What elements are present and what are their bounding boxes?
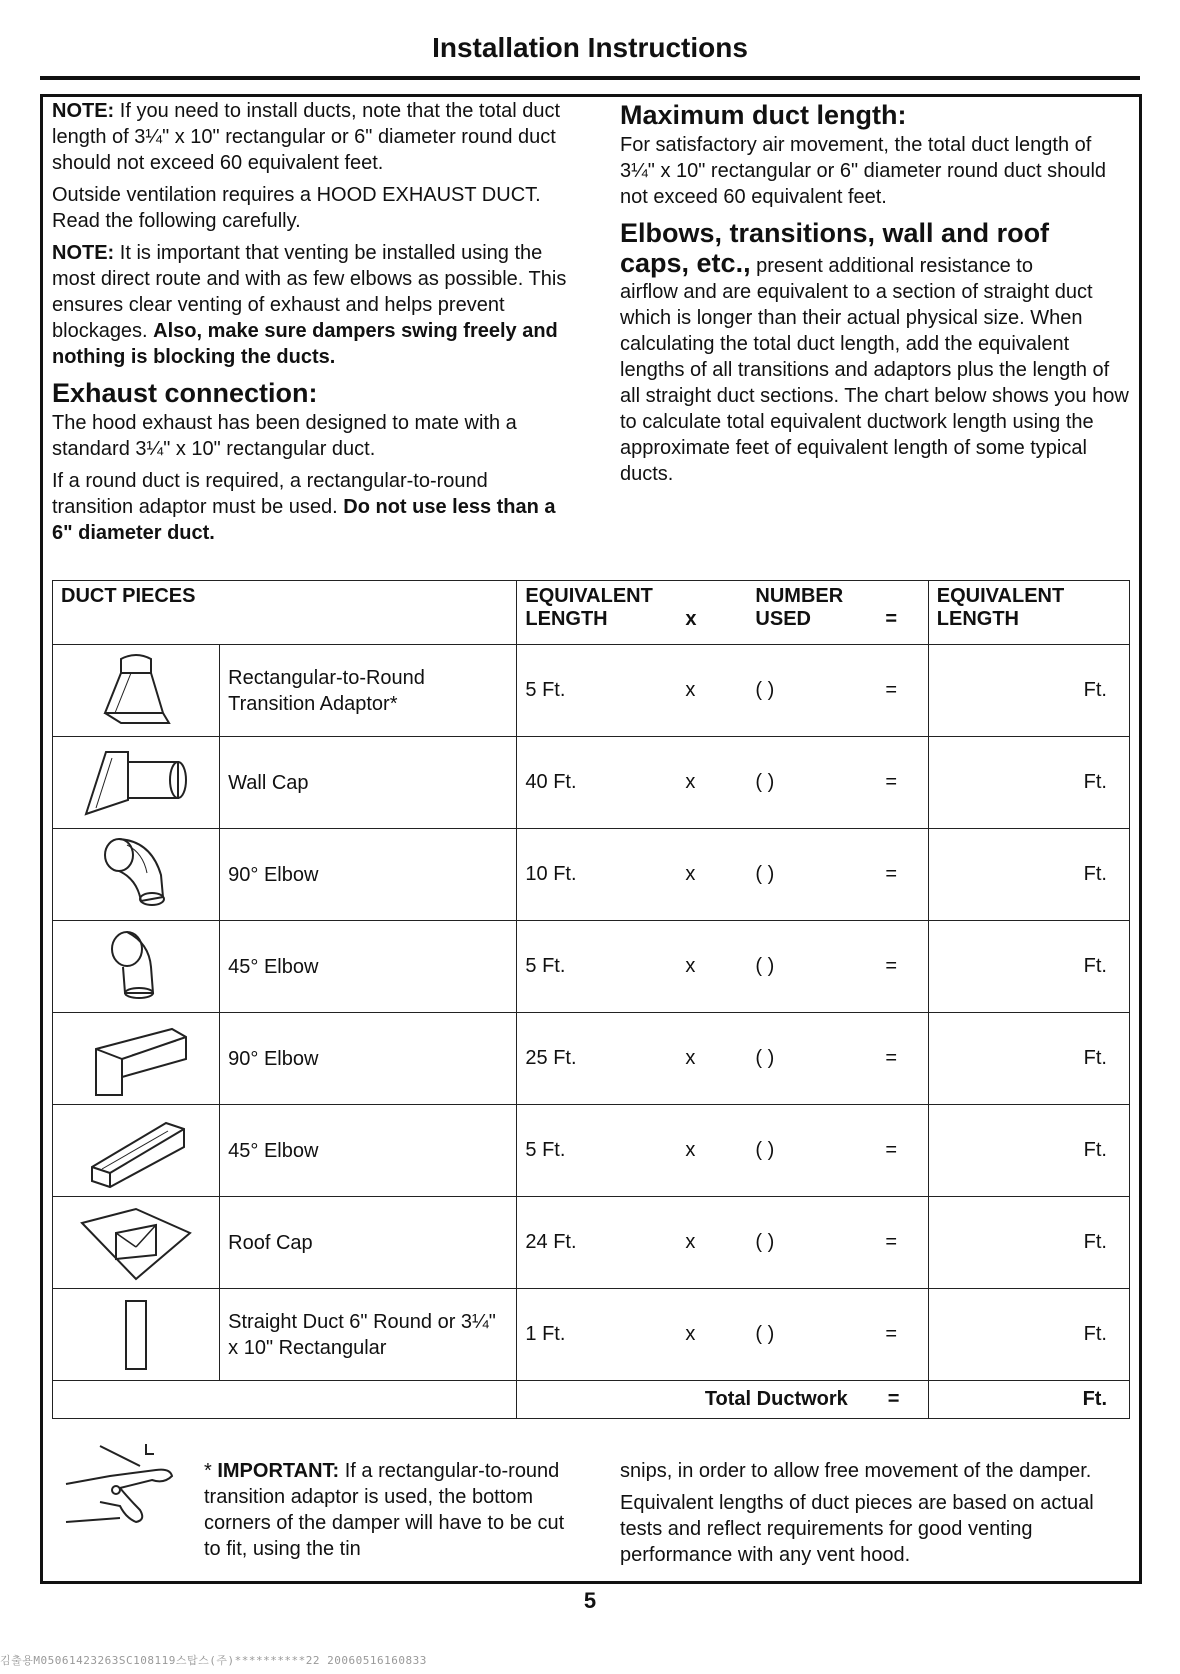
row-result[interactable]: Ft. xyxy=(928,1197,1129,1289)
row-equals: = xyxy=(885,863,898,885)
row-used[interactable]: ( ) xyxy=(755,1047,775,1069)
total-equals: = xyxy=(887,1388,900,1410)
row-equals: = xyxy=(885,1231,898,1253)
row-length: 5 Ft. xyxy=(525,679,566,701)
exhaust-heading: Exhaust connection: xyxy=(52,378,318,408)
elbows-heading-cont: caps, etc., xyxy=(620,248,751,278)
note-label: NOTE: xyxy=(52,100,115,122)
table-row xyxy=(53,829,1130,921)
elbows-text-b: airflow and are equivalent to a section of straight duct which is longer than their actual physical size. When calculating the total duct length, add the equivalent lengths of all transitions and adaptors plus the length of all straight duct sections. The chart below shows you how to calculate total equivalent ductwork length using the approximate feet of equivalent length of some typical ducts. xyxy=(620,281,1129,485)
title-rule xyxy=(40,76,1140,80)
row-x: x xyxy=(685,679,696,701)
row-desc: Rectangular-to-Round Transition Adaptor* xyxy=(220,645,517,737)
row-equals: = xyxy=(885,1047,898,1069)
note-label: NOTE: xyxy=(52,242,115,264)
row-x: x xyxy=(685,1047,696,1069)
header-x: x xyxy=(685,608,697,630)
elbows-heading: Elbows, transitions, wall and roof xyxy=(620,218,1050,248)
bottom-right-text-2: Equivalent lengths of duct pieces are based on actual tests and reflect requirements for good venting performance with any vent hood. xyxy=(620,1492,1094,1566)
row-length: 40 Ft. xyxy=(525,771,577,793)
header-used: USED xyxy=(755,608,811,630)
important-star: * xyxy=(204,1460,218,1482)
row-equals: = xyxy=(885,1139,898,1161)
row-desc: 45° Elbow xyxy=(220,921,517,1013)
table-header xyxy=(53,581,1130,645)
header-duct-pieces: DUCT PIECES xyxy=(53,581,517,645)
elbow-90-rect-icon xyxy=(53,1013,220,1105)
row-desc: 90° Elbow xyxy=(220,829,517,921)
header-equals: = xyxy=(885,608,898,630)
row-length: 10 Ft. xyxy=(525,863,577,885)
row-equals: = xyxy=(885,679,898,701)
outside-ventilation-text: Outside ventilation requires a HOOD EXHAUST DUCT. Read the following carefully. xyxy=(52,184,541,232)
note-2 xyxy=(52,240,572,370)
row-length: 5 Ft. xyxy=(525,1139,566,1161)
row-desc: Roof Cap xyxy=(220,1197,517,1289)
header-calc xyxy=(517,581,928,645)
important-label: IMPORTANT: xyxy=(217,1460,340,1482)
important-text: If a rectangular-to-round transition adaptor is used, the bottom corners of the damper will have to be cut to fit, using the tin xyxy=(204,1460,565,1560)
row-used[interactable]: ( ) xyxy=(755,863,775,885)
row-result[interactable]: Ft. xyxy=(928,645,1129,737)
row-x: x xyxy=(685,771,696,793)
roof-cap-icon xyxy=(53,1197,220,1289)
important-note xyxy=(204,1458,579,1562)
row-x: x xyxy=(685,1231,696,1253)
row-used[interactable]: ( ) xyxy=(755,1139,775,1161)
exhaust-text-2 xyxy=(52,468,572,546)
header-length: LENGTH xyxy=(525,608,608,630)
row-equals: = xyxy=(885,771,898,793)
elbows-text-a: present additional resistance to xyxy=(750,255,1033,277)
exhaust-text-2a: If a round duct is required, a rectangular-to-round transition adaptor must be used. xyxy=(52,470,488,518)
tin-snips-icon xyxy=(60,1440,190,1530)
row-x: x xyxy=(685,955,696,977)
row-length: 25 Ft. xyxy=(525,1047,577,1069)
exhaust-bold: Do not use less than a 6" diameter duct. xyxy=(52,496,556,544)
total-result[interactable]: Ft. xyxy=(928,1381,1129,1419)
table-row xyxy=(53,645,1130,737)
straight-duct-icon xyxy=(53,1289,220,1381)
scan-code: 김출용M05061423263SC108119스탑스(주)**********22 20060516160833 xyxy=(0,1654,427,1667)
row-equals: = xyxy=(885,1323,898,1345)
row-result[interactable]: Ft. xyxy=(928,1289,1129,1381)
max-duct-text: For satisfactory air movement, the total duct length of 3¼" x 10" rectangular or 6" diameter round duct should not exceed 60 equivalent feet. xyxy=(620,134,1107,208)
row-result[interactable]: Ft. xyxy=(928,737,1129,829)
row-result[interactable]: Ft. xyxy=(928,921,1129,1013)
row-desc: Wall Cap xyxy=(220,737,517,829)
row-desc: 45° Elbow xyxy=(220,1105,517,1197)
right-column xyxy=(620,98,1130,493)
table-row xyxy=(53,921,1130,1013)
page-title: Installation Instructions xyxy=(432,32,748,63)
table-row xyxy=(53,1013,1130,1105)
note-1-text: If you need to install ducts, note that the total duct length of 3¼" x 10" rectangular or 6" diameter round duct should not exceed 60 equivalent feet. xyxy=(52,100,561,174)
header-equivalent: EQUIVALENT xyxy=(525,585,653,607)
elbows-text xyxy=(620,250,1130,487)
exhaust-text-1: The hood exhaust has been designed to mate with a standard 3¼" x 10" rectangular duct. xyxy=(52,412,517,460)
elbow-45-round-icon xyxy=(53,921,220,1013)
row-length: 5 Ft. xyxy=(525,955,566,977)
page-number: 5 xyxy=(583,1588,597,1613)
row-x: x xyxy=(685,863,696,885)
row-used[interactable]: ( ) xyxy=(755,955,775,977)
row-x: x xyxy=(685,1323,696,1345)
table-row xyxy=(53,1105,1130,1197)
row-length: 24 Ft. xyxy=(525,1231,577,1253)
elbow-45-rect-icon xyxy=(53,1105,220,1197)
table-row xyxy=(53,1197,1130,1289)
transition-adaptor-icon xyxy=(53,645,220,737)
max-duct-heading: Maximum duct length: xyxy=(620,100,907,130)
row-equals: = xyxy=(885,955,898,977)
header-result xyxy=(928,581,1129,645)
note-2-bold: Also, make sure dampers swing freely and nothing is blocking the ducts. xyxy=(52,320,558,368)
row-used[interactable]: ( ) xyxy=(755,771,775,793)
table-row xyxy=(53,1289,1130,1381)
duct-table xyxy=(52,580,1130,1419)
left-column xyxy=(52,98,572,552)
row-x: x xyxy=(685,1139,696,1161)
row-used[interactable]: ( ) xyxy=(755,1231,775,1253)
total-label: Total Ductwork xyxy=(704,1388,848,1410)
elbow-90-round-icon xyxy=(53,829,220,921)
wall-cap-icon xyxy=(53,737,220,829)
row-used[interactable]: ( ) xyxy=(755,679,775,701)
note-2-text: It is important that venting be installed using the most direct route and with as few elbows as possible. This ensures clear venting of exhaust and helps prevent blockages. xyxy=(52,242,567,342)
table-row xyxy=(53,737,1130,829)
header-length-2: LENGTH xyxy=(936,608,1019,630)
row-used[interactable]: ( ) xyxy=(755,1323,775,1345)
total-row xyxy=(53,1381,1130,1419)
row-result[interactable]: Ft. xyxy=(928,1105,1129,1197)
header-equivalent-2: EQUIVALENT xyxy=(936,585,1065,607)
header-number: NUMBER xyxy=(755,585,844,607)
note-1 xyxy=(52,98,572,176)
row-result[interactable]: Ft. xyxy=(928,829,1129,921)
row-desc: 90° Elbow xyxy=(220,1013,517,1105)
bottom-right-text-1: snips, in order to allow free movement of the damper. xyxy=(620,1460,1092,1482)
row-desc: Straight Duct 6" Round or 3¼" x 10" Rectangular xyxy=(220,1289,517,1381)
row-length: 1 Ft. xyxy=(525,1323,566,1345)
row-result[interactable]: Ft. xyxy=(928,1013,1129,1105)
bottom-right-text xyxy=(620,1458,1130,1574)
